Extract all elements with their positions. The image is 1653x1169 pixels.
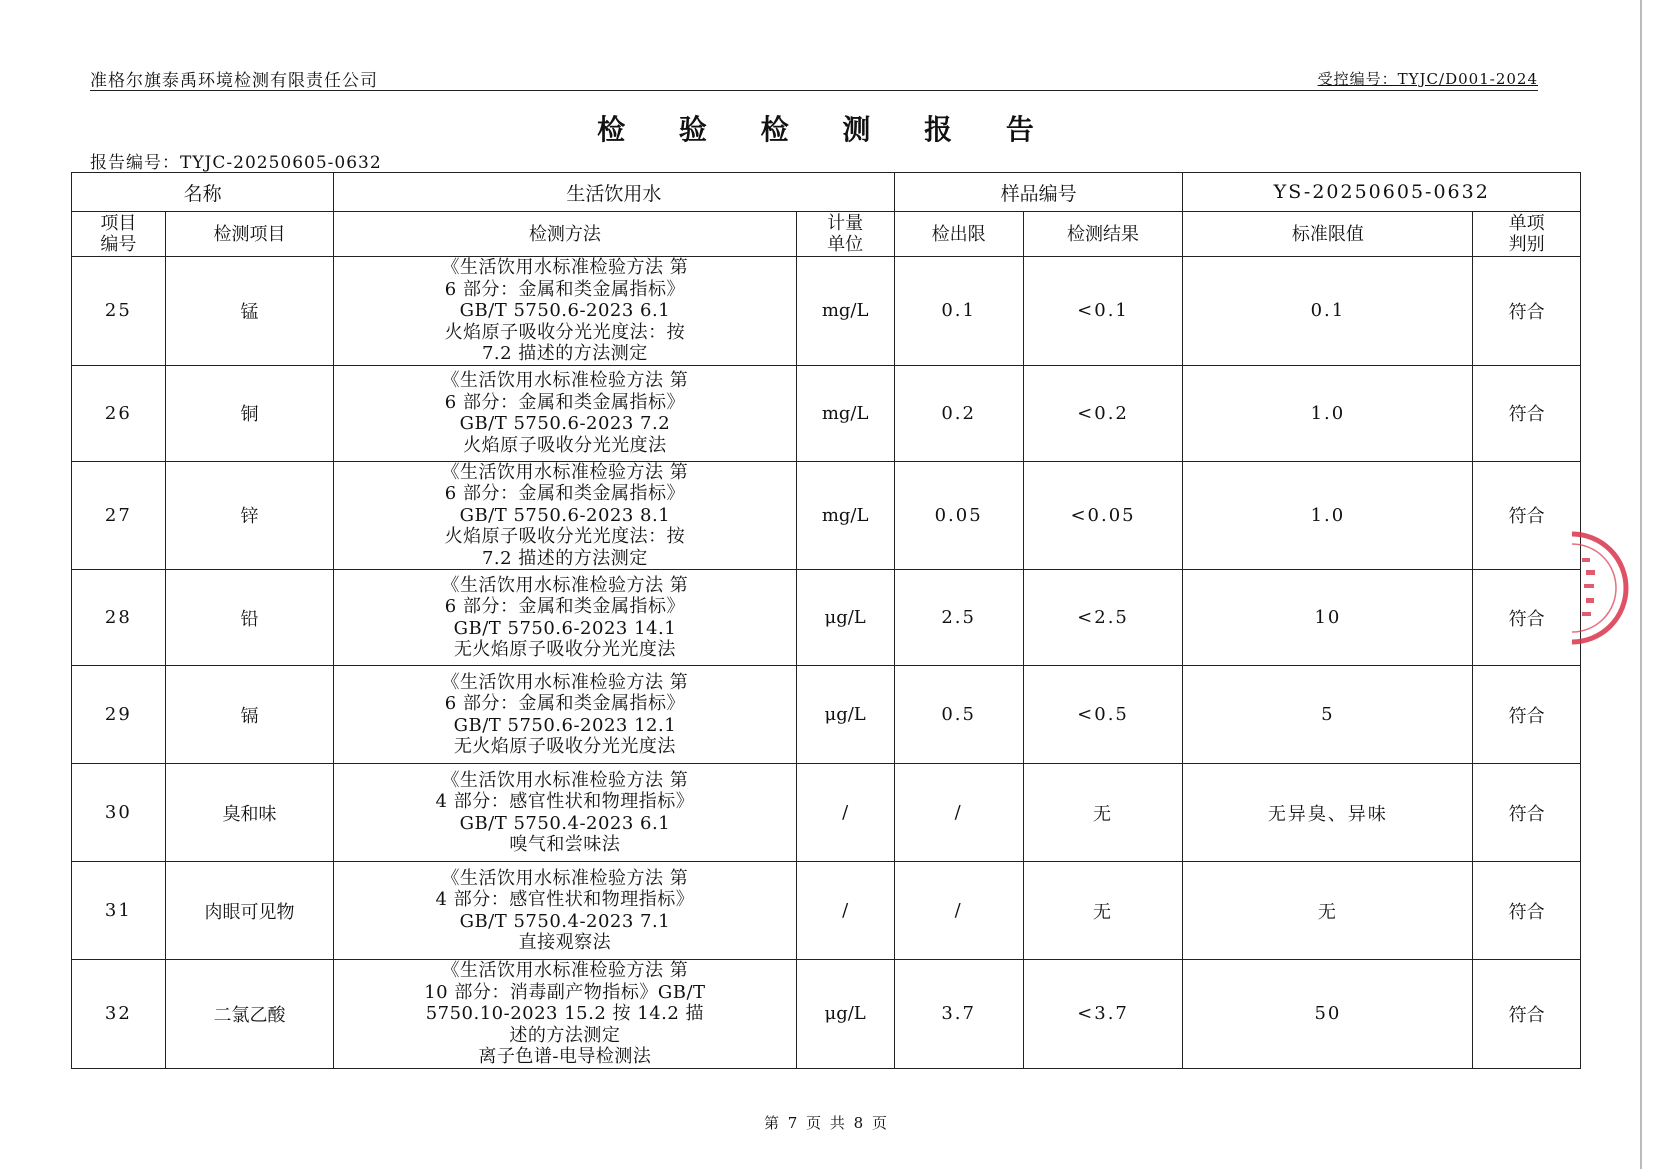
cell-judgement: 符合 bbox=[1473, 365, 1581, 461]
cell-judgement: 符合 bbox=[1473, 461, 1581, 570]
cell-judgement: 符合 bbox=[1473, 764, 1581, 862]
col-header-detection-limit: 检出限 bbox=[894, 212, 1023, 257]
page-number: 第 7 页 共 8 页 bbox=[764, 1114, 889, 1132]
cell-item-no: 32 bbox=[72, 960, 166, 1069]
method-line: 4 部分：感官性状和物理指标》 bbox=[435, 889, 695, 910]
company-name: 准格尔旗泰禹环境检测有限责任公司 bbox=[90, 71, 378, 91]
cell-standard-limit: 无 bbox=[1183, 862, 1473, 960]
cell-item: 臭和味 bbox=[165, 764, 333, 862]
cell-item-no: 27 bbox=[72, 461, 166, 570]
method-line: 无火焰原子吸收分光光度法 bbox=[453, 639, 676, 660]
cell-item-no: 25 bbox=[72, 257, 166, 366]
sample-id-value: YS-20250605-0632 bbox=[1183, 173, 1581, 212]
method-line: GB/T 5750.4-2023 7.1 bbox=[459, 910, 671, 932]
col-header-judgement: 单项判别 bbox=[1473, 212, 1581, 257]
method-line: 《生活饮用水标准检验方法 第 bbox=[441, 867, 689, 889]
cell-judgement: 符合 bbox=[1473, 960, 1581, 1069]
cell-item: 镉 bbox=[165, 666, 333, 764]
sample-name-value: 生活饮用水 bbox=[334, 173, 895, 212]
sample-id-label: 样品编号 bbox=[894, 173, 1183, 212]
cell-result: <0.2 bbox=[1023, 365, 1183, 461]
cell-item-no: 28 bbox=[72, 570, 166, 666]
col-header-method: 检测方法 bbox=[334, 212, 796, 257]
cell-item: 锰 bbox=[165, 257, 333, 366]
cell-item: 肉眼可见物 bbox=[165, 862, 333, 960]
method-line: 7.2 描述的方法测定 bbox=[481, 343, 648, 364]
cell-unit: mg/L bbox=[796, 365, 894, 461]
cell-item-no: 29 bbox=[72, 666, 166, 764]
cell-item: 二氯乙酸 bbox=[165, 960, 333, 1069]
table-row bbox=[72, 960, 1581, 1069]
table-row bbox=[72, 764, 1581, 862]
method-line: GB/T 5750.6-2023 14.1 bbox=[453, 617, 677, 639]
cell-standard-limit: 1.0 bbox=[1183, 365, 1473, 461]
method-line: 10 部分：消毒副产物指标》GB/T bbox=[424, 981, 706, 1003]
table-row bbox=[72, 666, 1581, 764]
method-line: 6 部分：金属和类金属指标》 bbox=[444, 596, 685, 617]
cell-method bbox=[334, 960, 796, 1069]
page-header bbox=[90, 62, 1538, 91]
method-line: 《生活饮用水标准检验方法 第 bbox=[441, 769, 689, 791]
cell-unit: μg/L bbox=[796, 960, 894, 1069]
cell-unit: μg/L bbox=[796, 570, 894, 666]
method-line: GB/T 5750.4-2023 6.1 bbox=[459, 812, 671, 834]
cell-judgement: 符合 bbox=[1473, 666, 1581, 764]
cell-result: <3.7 bbox=[1023, 960, 1183, 1069]
page-edge-rule bbox=[1640, 0, 1642, 1169]
cell-detection-limit: 2.5 bbox=[894, 570, 1023, 666]
method-line: 《生活饮用水标准检验方法 第 bbox=[441, 257, 689, 278]
report-number: 报告编号：TYJC-20250605-0632 bbox=[90, 153, 382, 173]
col-header-standard-limit: 标准限值 bbox=[1183, 212, 1473, 257]
report-title: 检 验 检 测 报 告 bbox=[597, 113, 1056, 146]
method-line: 《生活饮用水标准检验方法 第 bbox=[441, 574, 689, 596]
cell-method bbox=[334, 862, 796, 960]
cell-judgement: 符合 bbox=[1473, 257, 1581, 366]
official-seal-stamp bbox=[1572, 528, 1632, 648]
method-line: 火焰原子吸收分光光度法：按 bbox=[444, 321, 686, 343]
method-line: 直接观察法 bbox=[518, 932, 612, 953]
method-line: GB/T 5750.6-2023 6.1 bbox=[459, 300, 671, 321]
cell-judgement: 符合 bbox=[1473, 570, 1581, 666]
table-row bbox=[72, 862, 1581, 960]
cell-detection-limit: / bbox=[894, 862, 1023, 960]
method-line: 无火焰原子吸收分光光度法 bbox=[453, 736, 676, 757]
method-line: 6 部分：金属和类金属指标》 bbox=[444, 391, 685, 413]
cell-unit: μg/L bbox=[796, 666, 894, 764]
method-line: 4 部分：感官性状和物理指标》 bbox=[435, 791, 695, 812]
cell-result: 无 bbox=[1023, 764, 1183, 862]
cell-unit: mg/L bbox=[796, 461, 894, 570]
cell-detection-limit: 3.7 bbox=[894, 960, 1023, 1069]
method-line: 6 部分：金属和类金属指标》 bbox=[444, 693, 685, 714]
cell-detection-limit: 0.1 bbox=[894, 257, 1023, 366]
cell-result: <0.05 bbox=[1023, 461, 1183, 570]
method-line: 述的方法测定 bbox=[509, 1024, 621, 1046]
table-row bbox=[72, 365, 1581, 461]
cell-standard-limit: 10 bbox=[1183, 570, 1473, 666]
cell-item-no: 26 bbox=[72, 365, 166, 461]
cell-detection-limit: 0.2 bbox=[894, 365, 1023, 461]
method-line: GB/T 5750.6-2023 8.1 bbox=[459, 504, 671, 526]
method-line: 5750.10-2023 15.2 按 14.2 描 bbox=[425, 1003, 705, 1024]
method-line: 火焰原子吸收分光光度法 bbox=[463, 434, 667, 456]
cell-standard-limit: 50 bbox=[1183, 960, 1473, 1069]
method-line: 《生活饮用水标准检验方法 第 bbox=[441, 461, 689, 483]
cell-item: 锌 bbox=[165, 461, 333, 570]
cell-unit: / bbox=[796, 862, 894, 960]
col-header-result: 检测结果 bbox=[1023, 212, 1183, 257]
method-line: 7.2 描述的方法测定 bbox=[481, 547, 648, 569]
cell-item: 铅 bbox=[165, 570, 333, 666]
table-row bbox=[72, 461, 1581, 570]
col-header-unit: 计量单位 bbox=[796, 212, 894, 257]
cell-result: <0.1 bbox=[1023, 257, 1183, 366]
cell-detection-limit: / bbox=[894, 764, 1023, 862]
method-line: 离子色谱-电导检测法 bbox=[478, 1046, 652, 1067]
cell-judgement: 符合 bbox=[1473, 862, 1581, 960]
col-header-item: 检测项目 bbox=[165, 212, 333, 257]
results-table bbox=[71, 172, 1581, 1069]
cell-method bbox=[334, 764, 796, 862]
method-line: 6 部分：金属和类金属指标》 bbox=[444, 483, 685, 504]
table-row bbox=[72, 257, 1581, 366]
seal-icon bbox=[1572, 528, 1632, 648]
cell-item-no: 30 bbox=[72, 764, 166, 862]
method-line: GB/T 5750.6-2023 7.2 bbox=[459, 413, 671, 434]
cell-detection-limit: 0.05 bbox=[894, 461, 1023, 570]
cell-unit: mg/L bbox=[796, 257, 894, 366]
method-line: GB/T 5750.6-2023 12.1 bbox=[453, 714, 677, 736]
method-line: 嗅气和尝味法 bbox=[509, 834, 621, 855]
table-row bbox=[72, 570, 1581, 666]
cell-result: <0.5 bbox=[1023, 666, 1183, 764]
cell-detection-limit: 0.5 bbox=[894, 666, 1023, 764]
cell-item: 铜 bbox=[165, 365, 333, 461]
cell-standard-limit: 无异臭、异味 bbox=[1183, 764, 1473, 862]
cell-method bbox=[334, 570, 796, 666]
sample-info-row bbox=[72, 173, 1581, 212]
cell-method bbox=[334, 666, 796, 764]
cell-unit: / bbox=[796, 764, 894, 862]
column-header-row bbox=[72, 212, 1581, 257]
method-line: 《生活饮用水标准检验方法 第 bbox=[441, 370, 689, 391]
sample-name-label: 名称 bbox=[72, 173, 334, 212]
method-line: 《生活饮用水标准检验方法 第 bbox=[441, 671, 689, 693]
control-number: 受控编号：TYJC/D001-2024 bbox=[1317, 70, 1538, 88]
cell-result: <2.5 bbox=[1023, 570, 1183, 666]
method-line: 6 部分：金属和类金属指标》 bbox=[444, 278, 685, 300]
cell-result: 无 bbox=[1023, 862, 1183, 960]
method-line: 《生活饮用水标准检验方法 第 bbox=[441, 960, 689, 981]
cell-standard-limit: 1.0 bbox=[1183, 461, 1473, 570]
method-line: 火焰原子吸收分光光度法：按 bbox=[444, 526, 686, 547]
cell-method bbox=[334, 257, 796, 366]
cell-method bbox=[334, 365, 796, 461]
col-header-item-no: 项目编号 bbox=[72, 212, 166, 257]
cell-standard-limit: 5 bbox=[1183, 666, 1473, 764]
cell-standard-limit: 0.1 bbox=[1183, 257, 1473, 366]
cell-method bbox=[334, 461, 796, 570]
cell-item-no: 31 bbox=[72, 862, 166, 960]
